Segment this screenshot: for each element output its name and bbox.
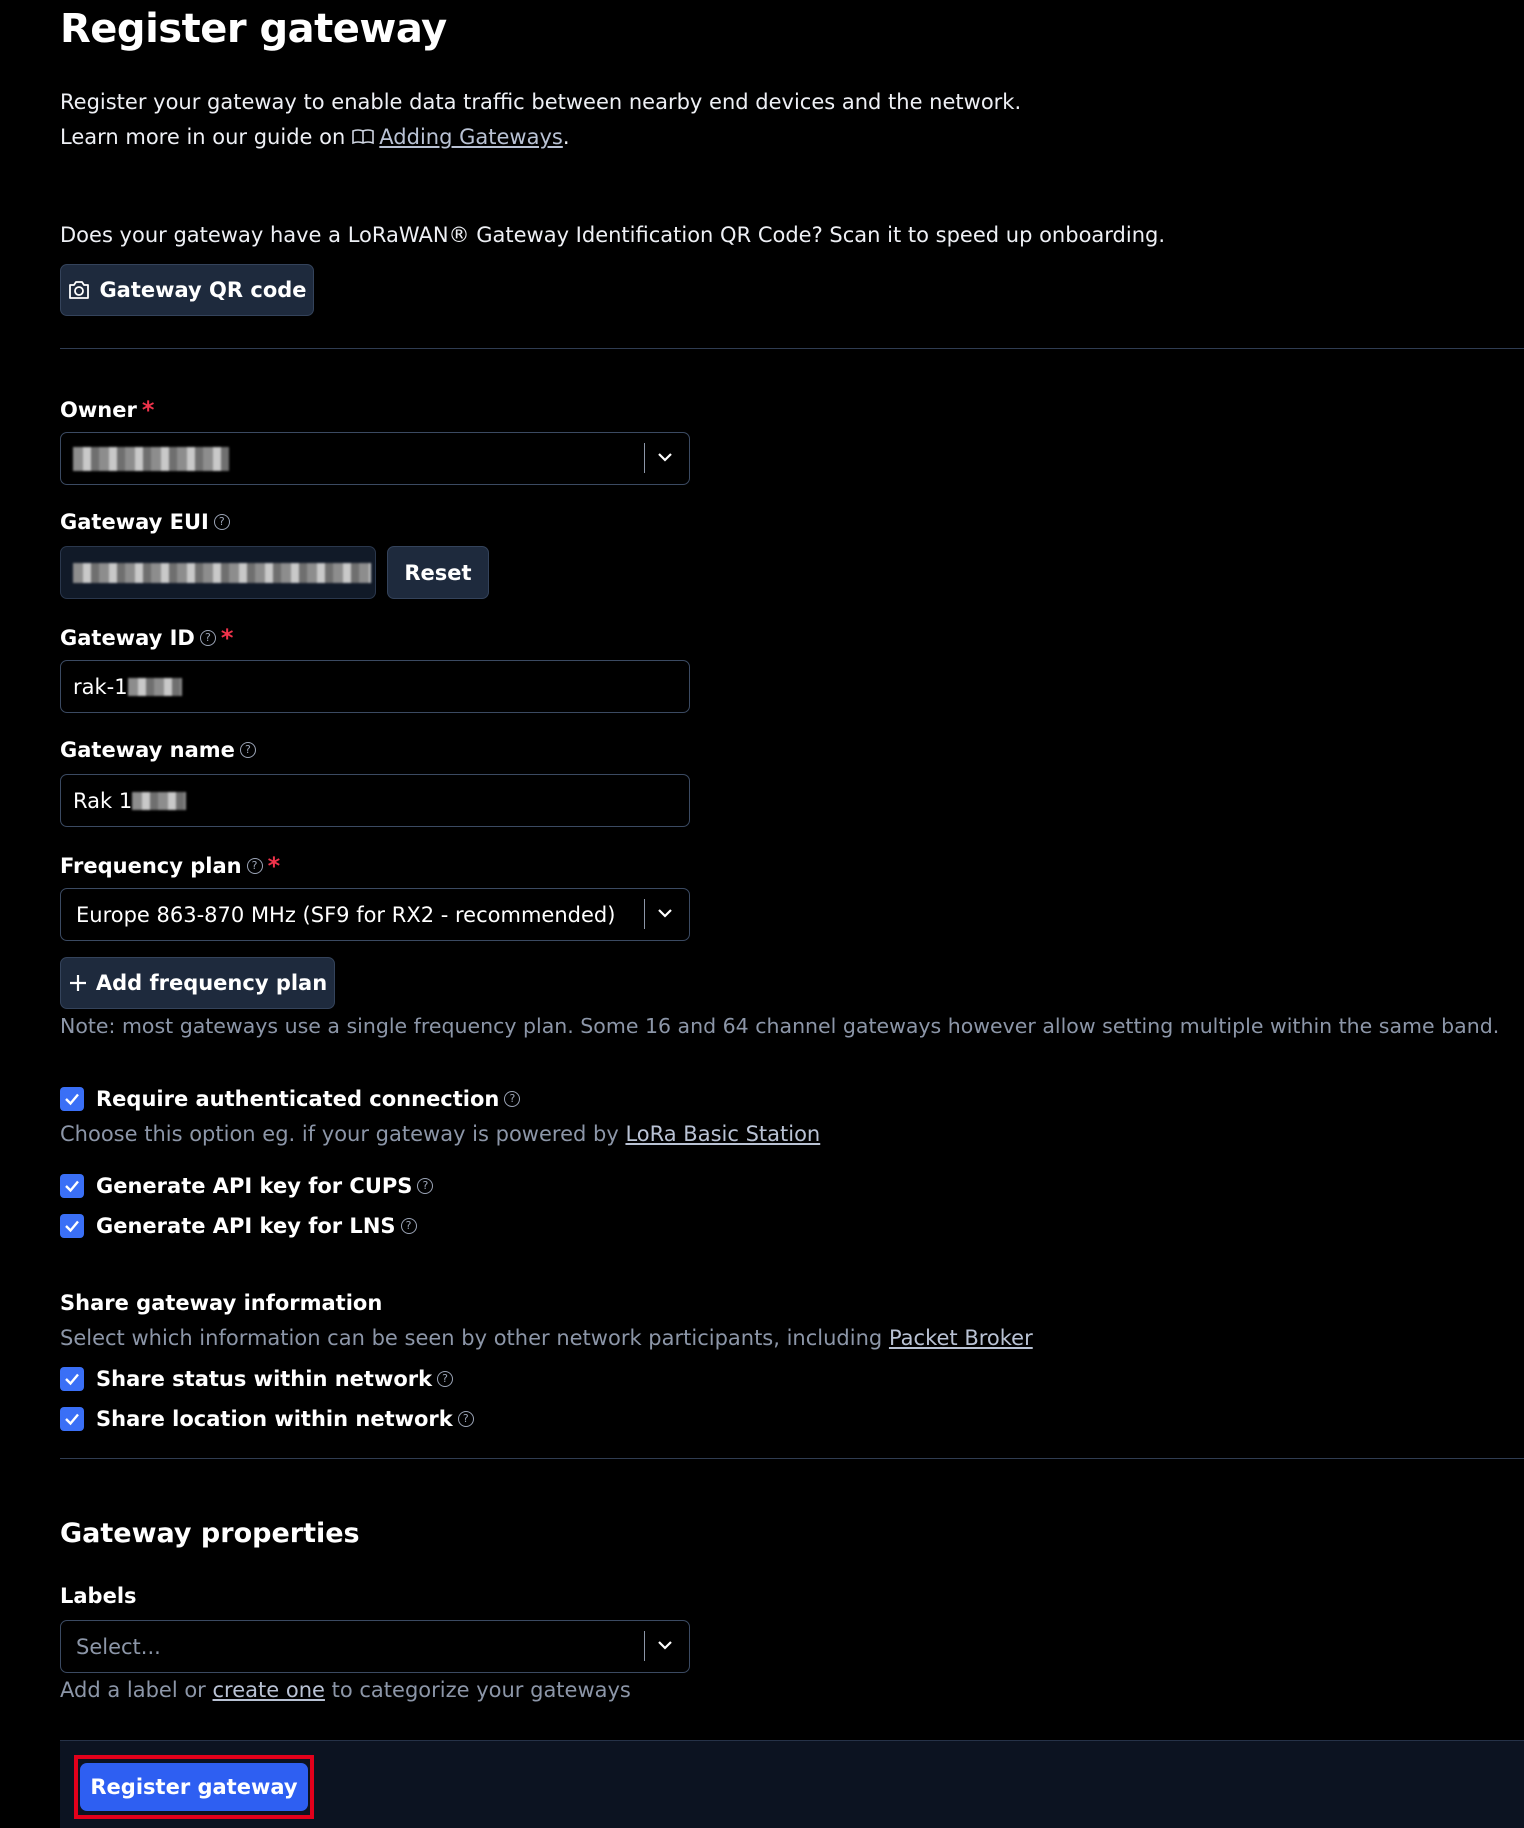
- chevron-down-icon[interactable]: [655, 447, 675, 467]
- check-icon: [63, 1370, 81, 1388]
- book-icon: [352, 128, 374, 146]
- share-status-row: [60, 1367, 453, 1391]
- share-location-label[interactable]: Share location within network: [96, 1407, 453, 1431]
- cups-row: [60, 1174, 433, 1198]
- share-heading: Share gateway information: [60, 1291, 383, 1315]
- lns-checkbox[interactable]: [60, 1214, 84, 1238]
- gateway-name-input[interactable]: [60, 774, 690, 827]
- help-icon[interactable]: ?: [200, 630, 216, 646]
- plus-icon: [68, 973, 88, 993]
- owner-value-redacted: [73, 447, 229, 471]
- frequency-plan-label: [60, 852, 280, 880]
- gateway-name-redacted: [132, 792, 186, 810]
- cups-checkbox[interactable]: [60, 1174, 84, 1198]
- adding-gateways-link[interactable]: Adding Gateways: [379, 125, 563, 149]
- required-marker: *: [141, 396, 155, 424]
- require-auth-hint: [60, 1122, 820, 1146]
- help-icon[interactable]: ?: [401, 1218, 417, 1234]
- labels-placeholder: Select...: [76, 1634, 161, 1659]
- gateway-qr-code-label: Gateway QR code: [99, 278, 307, 302]
- owner-select[interactable]: [60, 432, 690, 485]
- frequency-plan-label-text: Frequency plan: [60, 854, 242, 878]
- gateway-qr-code-button[interactable]: [60, 264, 314, 316]
- intro-guide-suffix: .: [562, 125, 570, 149]
- intro-text: Register your gateway to enable data traffic between nearby end devices and the network.: [60, 90, 1022, 114]
- page-title: Register gateway: [60, 6, 447, 52]
- gateway-id-input[interactable]: [60, 660, 690, 713]
- add-frequency-plan-label: Add frequency plan: [95, 971, 328, 995]
- check-icon: [63, 1410, 81, 1428]
- required-marker: *: [267, 852, 281, 880]
- owner-label-text: Owner: [60, 398, 137, 422]
- frequency-plan-select[interactable]: [60, 888, 690, 941]
- gateway-id-label: [60, 624, 233, 652]
- check-icon: [63, 1090, 81, 1108]
- owner-label: [60, 396, 154, 424]
- gateway-name-label-text: Gateway name: [60, 738, 235, 762]
- qr-question: Does your gateway have a LoRaWAN® Gateway Identification QR Code? Scan it to speed up onboarding.: [60, 223, 1166, 247]
- labels-hint-prefix: Add a label or: [60, 1678, 206, 1702]
- require-auth-label[interactable]: Require authenticated connection: [96, 1087, 500, 1111]
- add-frequency-plan-button[interactable]: [60, 957, 335, 1009]
- gateway-eui-label-text: Gateway EUI: [60, 510, 209, 534]
- share-location-checkbox[interactable]: [60, 1407, 84, 1431]
- reset-eui-button[interactable]: Reset: [387, 546, 489, 599]
- gateway-name-value: Rak 1: [73, 788, 133, 813]
- gateway-id-redacted: [128, 678, 182, 696]
- help-icon[interactable]: ?: [504, 1091, 520, 1107]
- camera-icon: [67, 279, 91, 301]
- require-auth-row: [60, 1087, 520, 1111]
- labels-hint-suffix: to categorize your gateways: [331, 1678, 631, 1702]
- labels-hint: [60, 1678, 631, 1702]
- lns-label[interactable]: Generate API key for LNS: [96, 1214, 396, 1238]
- select-separator: [644, 443, 645, 473]
- share-status-label[interactable]: Share status within network: [96, 1367, 433, 1391]
- required-marker: *: [220, 624, 234, 652]
- intro-guide-line: [60, 125, 570, 149]
- help-icon[interactable]: ?: [417, 1178, 433, 1194]
- share-location-row: [60, 1407, 474, 1431]
- lora-basic-station-link[interactable]: LoRa Basic Station: [625, 1122, 821, 1146]
- intro-guide-prefix: Learn more in our guide on: [60, 125, 346, 149]
- help-icon[interactable]: ?: [437, 1371, 453, 1387]
- check-icon: [63, 1177, 81, 1195]
- labels-select[interactable]: [60, 1620, 690, 1673]
- gateway-name-label: [60, 738, 256, 762]
- gateway-id-label-text: Gateway ID: [60, 626, 195, 650]
- gateway-eui-value-redacted: [73, 563, 371, 583]
- require-auth-hint-text: Choose this option eg. if your gateway is powered by: [60, 1122, 619, 1146]
- help-icon[interactable]: ?: [214, 514, 230, 530]
- gateway-eui-input[interactable]: [60, 546, 376, 599]
- labels-label: Labels: [60, 1584, 137, 1608]
- divider: [60, 348, 1524, 349]
- help-icon[interactable]: ?: [240, 742, 256, 758]
- share-hint: [60, 1326, 1033, 1350]
- select-separator: [644, 1631, 645, 1661]
- share-hint-text: Select which information can be seen by other network participants, including: [60, 1326, 883, 1350]
- lns-row: [60, 1214, 417, 1238]
- share-status-checkbox[interactable]: [60, 1367, 84, 1391]
- chevron-down-icon[interactable]: [655, 903, 675, 923]
- select-separator: [644, 899, 645, 929]
- cups-label[interactable]: Generate API key for CUPS: [96, 1174, 413, 1198]
- help-icon[interactable]: ?: [247, 858, 263, 874]
- register-gateway-button[interactable]: Register gateway: [80, 1763, 308, 1811]
- gateway-id-value: rak-1: [73, 674, 128, 699]
- chevron-down-icon[interactable]: [655, 1635, 675, 1655]
- help-icon[interactable]: ?: [458, 1411, 474, 1427]
- gateway-properties-heading: Gateway properties: [60, 1518, 360, 1549]
- divider: [60, 1458, 1524, 1459]
- packet-broker-link[interactable]: Packet Broker: [888, 1326, 1033, 1350]
- frequency-plan-note: Note: most gateways use a single frequency plan. Some 16 and 64 channel gateways however allow setting multiple within the same band.: [60, 1014, 1500, 1038]
- frequency-plan-value: Europe 863-870 MHz (SF9 for RX2 - recommended): [76, 902, 616, 927]
- require-auth-checkbox[interactable]: [60, 1087, 84, 1111]
- create-label-link[interactable]: create one: [212, 1678, 325, 1702]
- gateway-eui-label: [60, 510, 230, 534]
- check-icon: [63, 1217, 81, 1235]
